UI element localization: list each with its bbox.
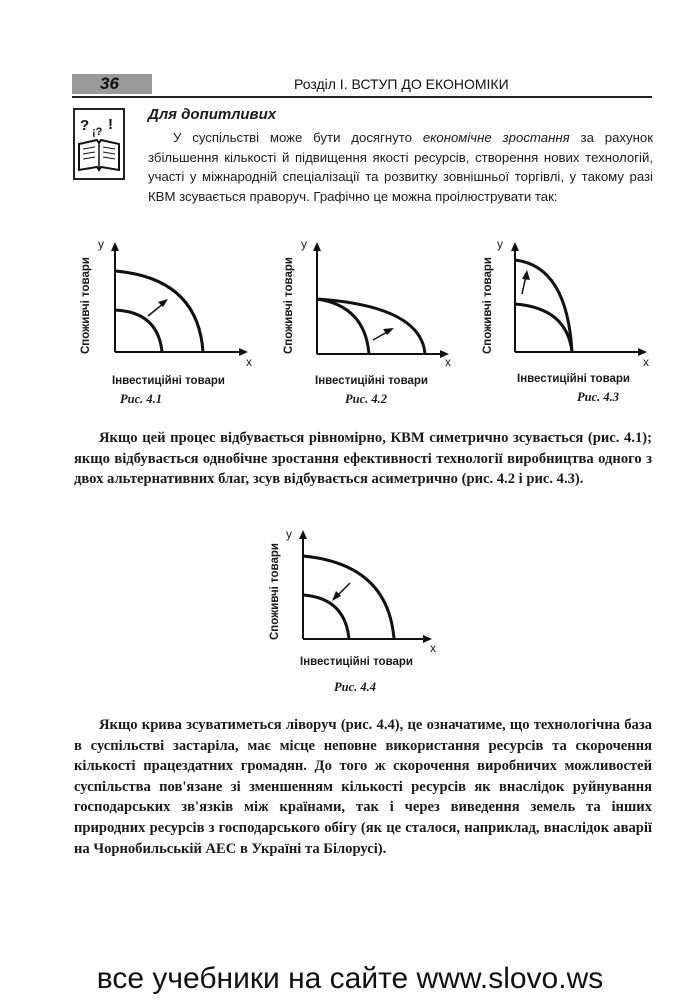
box-paragraph xyxy=(148,128,653,206)
paragraph-2: Якщо крива зсуватиметься ліворуч (рис. 4.4), це означатиме, що технологічна база в суспільстві застаріла, має місце неповне використання ресурсів та скорочення кількості працездатних громадян. До того ж скорочення виробничих можливостей суспільства пов'язане зі зменшенням кількості ресурсів як внаслідок руйнування господарських зв'язків між країнами, так і через виведення земель та інших природних ресурсів з господарського обігу (як це сталося, наприклад, внаслідок аварії на Чорнобильській АЕС в Україні та Білорусі). xyxy=(74,717,652,857)
figure-4-4 xyxy=(262,522,452,672)
x-axis-label: Інвестиційні товари xyxy=(315,375,428,387)
svg-text:¡?: ¡? xyxy=(92,126,103,138)
figure-4-2 xyxy=(273,236,463,386)
paragraph-1: Якщо цей процес відбувається рівномірно, КВМ симетрично зсувається (рис. 4.1); якщо відбувається однобічне зростання ефективності технології виробництва одного з двох альтернативних благ, зсув відбувається асиметрично (рис. 4.2 і рис. 4.3). xyxy=(74,430,652,488)
caption-4-4: Рис. 4.4 xyxy=(334,680,377,694)
y-axis-label: Споживчі товари xyxy=(80,257,92,354)
svg-text:!: ! xyxy=(108,116,113,133)
x-axis-letter: x xyxy=(445,355,451,369)
box-text-emphasis: економічне зростання xyxy=(422,130,570,145)
y-axis-label: Споживчі товари xyxy=(269,543,281,640)
caption-4-2: Рис. 4.2 xyxy=(345,392,388,406)
y-axis-letter: y xyxy=(497,237,503,251)
figure-4-3 xyxy=(475,236,665,386)
box-text-after: за рахунок збільшення кількості й підвищення якості ресурсів, створення нових технологій, участі у міжнародній спеціалізації та розвитку зовнішньої торгівлі, у такому разі КВМ зсувається праворуч. Графічно це можна проілюструвати так: xyxy=(148,130,653,204)
caption-4-3: Рис. 4.3 xyxy=(577,390,620,404)
y-axis-label: Споживчі товари xyxy=(283,257,295,354)
y-axis-letter: y xyxy=(286,527,292,541)
y-axis-letter: y xyxy=(98,237,104,251)
chapter-title: Розділ І. ВСТУП ДО ЕКОНОМІКИ xyxy=(294,76,509,92)
footer-site-link[interactable]: все учебники на сайте www.slovo.ws xyxy=(96,962,604,995)
box-text-before: У суспільстві може бути досягнуто xyxy=(173,130,423,145)
caption-4-1: Рис. 4.1 xyxy=(120,392,163,406)
x-axis-label: Інвестиційні товари xyxy=(300,656,413,668)
x-axis-label: Інвестиційні товари xyxy=(517,373,630,385)
x-axis-letter: x xyxy=(643,355,649,369)
x-axis-letter: x xyxy=(430,641,436,655)
box-heading: Для допитливих xyxy=(148,106,277,123)
book-question-icon xyxy=(73,108,125,180)
x-axis-letter: x xyxy=(246,355,252,369)
svg-text:?: ? xyxy=(80,117,90,134)
page-number: 36 xyxy=(72,74,152,94)
x-axis-label: Інвестиційні товари xyxy=(112,375,225,387)
y-axis-label: Споживчі товари xyxy=(482,257,494,354)
figure-4-1 xyxy=(70,236,260,386)
page-header xyxy=(72,74,652,98)
y-axis-letter: y xyxy=(301,237,307,251)
